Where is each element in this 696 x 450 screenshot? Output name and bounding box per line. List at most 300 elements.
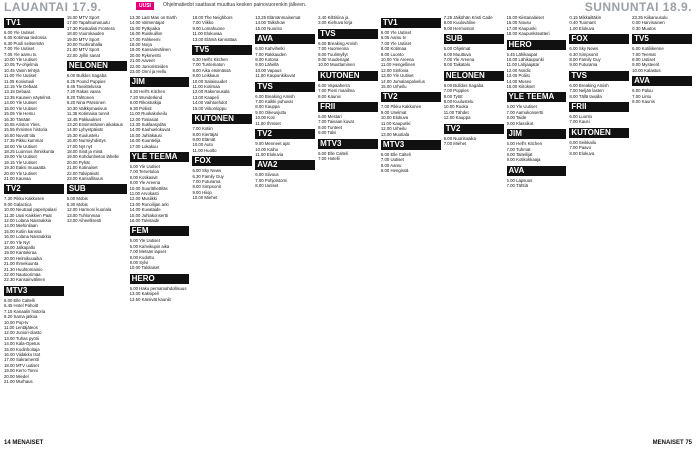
programme-item: 16.00 Nousu <box>506 20 531 26</box>
programme-item: 9.20 Sama jatkoa <box>4 314 38 320</box>
programme-item: 20.00 Yle Uutiset <box>4 170 37 176</box>
programme-item: 7.00 Miehet <box>443 141 467 147</box>
programme-item: 12.00 Urheilu <box>380 126 407 132</box>
channel-header: TV1 <box>381 18 441 28</box>
programme-item: 14.00 Museo <box>506 78 532 84</box>
programme-item: 7.20 Rakas vaara <box>66 89 101 95</box>
programme-item: 6.00 Kahvihetki <box>255 46 285 52</box>
promo-note: Ohjelmatiedot saattavat muuttua kesken painovuorenkin jälkeen. <box>163 2 307 8</box>
programme-item: 15.55 Ihmisten historia <box>4 127 48 133</box>
programme-item: 10.00 Koti <box>255 115 275 121</box>
programme-item: 22.00 Nautoorimaa <box>4 272 41 278</box>
programme-item: 15.00 Kotiin kanssa <box>4 228 42 234</box>
programme-item: 7.00 Taivaan kuvat <box>318 119 354 125</box>
programme-item: 13.00 Tuhas pyörii <box>4 335 40 341</box>
programme-item: 13.15 Debaat. <box>4 89 31 95</box>
programme-item: 10.00 Yle Areena <box>380 57 414 63</box>
programme-item: 17.00 Sakramentti <box>4 357 39 363</box>
programme-item: 7.00 Tervetuloa <box>129 169 159 175</box>
programme-item: 7.00 Teemat <box>632 51 656 57</box>
programme-item: 6.00 Vapaaherra <box>318 82 350 88</box>
right-day-title: SUNNUNTAI 18.9. <box>584 0 692 14</box>
programme-item: 15.30 Kuulustelu <box>66 132 99 138</box>
channel-header: JIM <box>130 77 190 87</box>
listing-column <box>444 15 504 435</box>
programme-item: 7.00 Pikku Kakkonen <box>380 104 422 110</box>
programme-item: 9.30 Poliisit <box>129 105 152 111</box>
programme-item: 21.00 Kotinaiset <box>66 165 98 171</box>
programme-item: 10.05 Tv-ohjelmia <box>4 62 39 68</box>
programme-item: 7.15 Kanaalin historia <box>4 308 46 314</box>
programme-item: 21.00 MTV Sport <box>66 47 100 53</box>
programme-item: 18.00 Yle Uutiset <box>4 143 37 149</box>
programme-item: 8.00 Tuulimyllyt <box>318 51 348 57</box>
programme-item: 7.20 Wunderkind <box>129 94 163 100</box>
programme-item: 20.00 Pyhät <box>66 159 90 165</box>
channel-header: SUB <box>444 34 504 44</box>
programme-item: 8.00 Simpsonit <box>192 184 221 190</box>
programme-item: 16.55 Ariston Yleis. <box>4 121 41 127</box>
programme-item: 7.00 Kausi <box>569 119 590 125</box>
programme-item: 6.05 Kotimaa tiedossa <box>4 35 47 41</box>
programme-item: 13.00 Elämä kannattaa <box>192 36 237 42</box>
programme-item: 19.00 Yle Uutiset <box>4 154 37 160</box>
channel-header: JIM <box>507 129 567 139</box>
programme-item: 9.00 Sylvi <box>129 260 149 266</box>
programme-item: 8.00 Kuuloväline <box>443 20 476 26</box>
programme-item: 12.00 Lolana Naisnakkia <box>4 218 52 223</box>
programme-item: 6.00 Yle Uutiset <box>4 30 35 35</box>
programme-item: 9.00 Unelmat <box>380 109 407 115</box>
programme-item: 20.00 Miedel <box>4 373 29 379</box>
programme-item: 13.35 Kaunein näytelmä <box>4 94 51 100</box>
programme-item: 12.00 Kauppa <box>443 115 471 121</box>
programme-item: 7.00 Tähtiä <box>506 183 528 189</box>
programme-item: 7.00 Huomenna <box>318 46 349 52</box>
programme-item: 19.15 Yle Uutiset <box>4 159 37 165</box>
programme-item: 13.00 Kaksipeli <box>129 291 159 297</box>
channel-header: TV5 <box>192 45 252 55</box>
channel-header: SUB <box>67 184 127 194</box>
programme-item: 17.00 Kaupunki <box>506 25 537 31</box>
programme-item: 8.00 Family Guy <box>569 57 601 63</box>
programme-item: 7.00 Metsän lapset <box>129 249 166 255</box>
programme-item: 11.00 Ruokakokeilu <box>129 111 168 117</box>
programme-item: 11.00 Arvokasti <box>129 190 159 196</box>
programme-item: 6.30 Family Guy <box>192 173 224 179</box>
programme-item: 11.00 Lahjaajatar <box>506 62 540 68</box>
programme-item: 10.00 Kalastus <box>632 67 661 73</box>
programme-item: 19.00 MTV Sport <box>66 36 100 42</box>
programme-item: 15.00 Nuoriso <box>255 25 283 31</box>
programme-item: 21.30 Huuhtomainio <box>4 266 43 272</box>
programme-item: 9.00 Galactica <box>4 201 32 207</box>
programme-item: 19.00 Kantokiraa <box>4 250 37 256</box>
programme-item: 14.00 Kala-Opetus <box>4 341 40 347</box>
programme-item: 9.00 Oikeusjuttu <box>255 109 287 115</box>
listing-column <box>255 15 315 435</box>
programme-item: 13.30 Last Man on Earth <box>129 15 177 20</box>
programme-item: 10.00 Miehet <box>192 195 218 201</box>
programme-item: 15.00 Yle Uutiset <box>4 105 37 111</box>
programme-item: 14.00 Kauhuelokuvat <box>129 127 171 133</box>
programme-item: 23.00 Onni ja Hellu <box>129 69 167 75</box>
programme-item: 18.00 The Neighbors <box>192 15 233 20</box>
channel-header: AVA2 <box>255 160 315 170</box>
programme-item: 6.00 Nuorisoaika <box>443 135 476 141</box>
footer-right: MENAISET 75 <box>652 440 692 446</box>
programme-item: 9.00 Hiiop <box>192 189 212 195</box>
programme-item: 0.40 Tuomarit <box>569 20 596 26</box>
programme-item: 6.25 Pound Puppies <box>66 78 106 84</box>
programme-item: 7.00 Kotiin <box>192 126 213 132</box>
programme-item: 11.00 Kaupunkikuvat <box>255 73 296 79</box>
programme-item: 6.00 Lapsuus <box>506 177 533 183</box>
programme-item: 7.00 Uutiset <box>380 157 404 163</box>
programme-item: 2.40 Kilttiriina ja <box>318 15 349 20</box>
listing-column <box>130 15 190 435</box>
channel-header: NELONEN <box>67 61 127 71</box>
programme-item: 6.45 Hotel Pahoitt <box>4 303 39 309</box>
programme-item: 9.00 Luonto <box>380 51 404 57</box>
programme-item: 13.00 Poliisi <box>506 73 530 79</box>
programme-item: 6.00 Paluu <box>632 88 653 94</box>
listing-column <box>4 15 64 435</box>
programme-item: 5.00 Mobis <box>66 196 88 202</box>
channel-header: AVA <box>507 166 567 176</box>
programme-item: 23.35 Kiikaruusulu <box>632 15 668 20</box>
programme-item: 10.00 Suurlähettiläs <box>129 185 168 191</box>
channel-header: KUTONEN <box>318 71 378 81</box>
programme-item: 15.00 Kiistanalaiset <box>506 15 544 20</box>
programme-item: 17.00 Nyt nyt <box>66 143 93 149</box>
programme-item: 14.00 Valmentajat <box>129 20 164 26</box>
programme-item: 13.25 Elämänmaisemat <box>255 15 301 20</box>
programme-item: 0.00 Harvinainen <box>632 20 665 26</box>
programme-item: 21.00 Aaveet <box>129 58 155 64</box>
channel-header: TV2 <box>4 184 64 194</box>
programme-item: 10.00 Neutraal paperipalasi <box>4 207 57 213</box>
programme-item: 8.00 Taiteilijat <box>506 151 533 157</box>
programme-item: 17.00 Yle Nyt <box>4 239 30 245</box>
programme-item: 5.30 Mobis <box>66 201 88 207</box>
programme-item: 11.35 Kotimaisa tunnit <box>66 111 110 117</box>
programme-item: 8.00 Kiertäjät <box>192 131 218 137</box>
programme-item: 9.00 Mysteerit <box>632 62 660 68</box>
programme-item: 8.00 Taide <box>506 115 527 121</box>
programme-item: 10.00 Elokuva <box>380 115 409 121</box>
programme-item: 5.45 Lähikaupat <box>506 51 538 57</box>
listing-column <box>569 15 629 435</box>
programme-item: 6.00 Bulldos Sagaba <box>66 73 107 79</box>
programme-item: 6.45 Tavoittelussa <box>66 84 102 90</box>
programme-item: 6.00 Sky News <box>569 46 599 52</box>
programme-item: 10.00 Ruoka <box>443 104 469 110</box>
programme-item: 8.00 Uutiset <box>255 183 279 189</box>
programme-item: 15.05 Yle Hemu <box>4 111 35 117</box>
programme-item: 21.00 Ihmekuunta <box>4 261 39 267</box>
programme-item: 19.00 Kerro Tonni <box>4 368 38 374</box>
programme-item: 9.00 Talvi <box>318 130 337 136</box>
programme-item: 6.30 Hell's Kitchen <box>129 89 166 95</box>
programme-item: 3.00 Kiehuva kirja <box>318 20 353 26</box>
channel-header: TV2 <box>255 129 315 139</box>
programme-item: 7.00 Aamukonsertti <box>506 109 544 115</box>
channel-header: MTV3 <box>4 286 64 296</box>
listing-column <box>632 15 692 435</box>
channel-header: MTV3 <box>318 139 378 149</box>
channel-header: HERO <box>130 274 190 284</box>
programme-item: 7.00 Tuntematon <box>192 62 225 68</box>
programme-item: 13.00 Aiheellisesti <box>66 218 102 223</box>
programme-item: 7.00 Viikko <box>192 20 214 26</box>
programme-item: 11.00 Yle Uutiset <box>4 73 37 79</box>
programme-item: 11.00 Ihmiset <box>255 120 281 126</box>
programme-item: 16.00 Talvitaide <box>129 218 160 223</box>
left-day-header <box>4 0 101 14</box>
listing-column <box>67 15 127 435</box>
footer-left: 14 MENAISET <box>4 440 44 446</box>
programme-item: 0.15 Mikkailtäkin <box>569 15 602 20</box>
programme-item: 10.00 Auto <box>192 142 214 148</box>
programme-item: 8.00 Tunteet <box>318 124 342 130</box>
programme-item: 12.00 Sinfonia <box>380 67 409 73</box>
programme-item: 9.00 Elämät <box>192 136 216 142</box>
programme-item: 11.00 Tähdet <box>443 109 469 115</box>
programme-item: 9.20 Nina Pärssinen <box>66 100 106 106</box>
programme-item: 18.00 Jalkapallo <box>4 245 36 251</box>
programme-item: 7.00 Yle Uutiset <box>380 40 412 46</box>
programme-item: 10.00 Yle Uutiset <box>4 57 37 63</box>
programme-item: 17.35 Pikku kummat <box>4 138 43 144</box>
programme-item: 7.00 Kaikki puhuvat <box>255 99 293 105</box>
programme-item: 6.00 Elle Calteli <box>318 150 348 156</box>
programme-item: 20.00 Helmikuuaika <box>4 255 42 261</box>
programme-item: 13.30 Suklaasydän <box>129 121 167 127</box>
programme-item: 7.00 Lintu <box>632 93 652 99</box>
programme-item: 12.15 Yle Debaat. <box>4 84 39 90</box>
programme-item: 11.30 Uusi Kaikkien Paat <box>4 212 52 218</box>
programme-item: 16.00 Nurmiyhdistys <box>66 138 106 144</box>
programme-item: 8.00 Tytöt <box>443 93 463 99</box>
channel-header: TV2 <box>381 92 441 102</box>
programme-item: 14.00 Kuvataide <box>129 207 161 213</box>
programme-item: 9.00 Futurama <box>569 62 598 68</box>
programme-item: 15.00 Kodinhoitaja <box>4 346 40 352</box>
programme-item: 6.00 Kahvikupin aika <box>129 243 170 249</box>
programme-item: 0.30 Muutos <box>632 25 656 31</box>
channel-header: TV5 <box>632 34 692 44</box>
programme-item: 13.00 Yle Uutiset <box>380 73 414 79</box>
programme-item: 9.00 Leikkaus <box>192 73 219 79</box>
programme-item: 9.00 Hermoston <box>443 25 475 31</box>
programme-item: 8.00 Uutiset <box>632 57 656 63</box>
programme-item: 14.00 Jumalanpalvelus <box>380 78 425 84</box>
programme-item: 8.00 Kaunis <box>632 99 655 105</box>
programme-item: 18.00 Sinä ja minä <box>66 148 103 154</box>
programme-item: 7.00 Rakkauden <box>255 51 287 57</box>
programme-item: 15.00 Viikonloppu <box>192 105 227 111</box>
programme-item: 11.00 Lentäjäteos <box>4 324 38 330</box>
programme-item: 12.00 Rakennusala <box>192 89 230 95</box>
programme-item: 10.00 Pop-tv <box>4 319 29 325</box>
programme-item: 7.00 Neljän lasten <box>569 88 604 94</box>
channel-header: YLE TEEMA <box>130 152 190 162</box>
programme-item: 7.00 Pieni maailma <box>318 88 355 94</box>
programme-item: 10.00 Lähikaupunki <box>506 57 544 63</box>
programme-item: 14.00 Lyhyetpäivät <box>66 127 103 133</box>
programme-item: 20.00 Rykmentti <box>129 52 161 58</box>
programme-item: 15.00 Urheilu <box>380 84 407 90</box>
left-day-title: LAUANTAI 17.9. <box>4 0 102 14</box>
programme-item: 18.25 Luonnos ihmiskunta <box>4 148 55 154</box>
programme-item: 8.00 Aika etsimässä <box>192 67 231 73</box>
programme-item: 8.20 Tahtonen <box>66 94 94 100</box>
programme-item: 13.20 Ensimmäinen aikakaus <box>66 121 123 127</box>
channel-header: TVS <box>255 82 315 92</box>
programme-item: 16.00 Ruiskuillon <box>129 31 163 37</box>
programme-item: 6.00 Breaking Amish <box>255 93 295 99</box>
programme-item: 18.00 Norja <box>129 42 152 48</box>
programme-item: 6.00 Sky News <box>192 168 222 174</box>
channel-header: AVA <box>255 34 315 44</box>
programme-item: 8.00 Kotimaa <box>380 46 407 52</box>
programme-item: 20.00 Tuohirahalla <box>66 42 103 48</box>
programme-item: 18.00 Kaupunkiteatteri <box>506 31 550 37</box>
programme-item: 22.00 Talvipäivät <box>66 170 99 176</box>
channel-header: FOX <box>192 156 252 166</box>
programme-item: 5.00 Yle Uutiset <box>129 238 160 244</box>
programme-item: 16.30 Tänään <box>4 116 31 122</box>
programme-item: 10.00 Kaiho <box>255 146 279 152</box>
channel-header: FRII <box>569 102 629 112</box>
programme-item: 1.00 Elokuva <box>569 25 595 31</box>
programme-item: 9.00 Hengissä <box>380 168 409 174</box>
programme-item: 22.00 Junioristeiden <box>129 63 169 69</box>
programme-item: 6.30 Puoli seitsemän <box>4 40 44 46</box>
programme-item: 10.00 Salaisuudet <box>192 78 227 84</box>
programme-item: 9.00 Yle Areena <box>129 180 161 186</box>
programme-item: 8.00 Tällä tavalla <box>569 93 602 99</box>
programme-item: 6.00 Bulldos Sagaba <box>443 82 484 88</box>
programme-item: 6.00 Hell's Kitchen <box>506 141 542 147</box>
programme-item: 6.30 Hell's Kitchen <box>192 57 228 63</box>
programme-item: 6.00 Kotiliikenne <box>632 46 664 52</box>
channel-header: TVS <box>569 71 629 81</box>
programme-item: 21.00 Murhaus <box>4 378 33 384</box>
programme-item: 15.00 MTV Sport <box>66 15 100 20</box>
channel-header: FRII <box>318 102 378 112</box>
programme-item: 19.00 Kansainvälinen <box>129 47 171 53</box>
programme-item: 6.00 Siivous <box>255 172 279 178</box>
programme-item: 6.00 Breaking Amish <box>318 40 358 46</box>
listing-column <box>381 15 441 435</box>
programme-item: 16.00 Viidakko Isot <box>4 351 41 357</box>
programme-item: 6.00 Yle Uutiset <box>129 163 160 169</box>
programme-item: 8.00 Kotikasvit <box>129 174 158 180</box>
programme-item: 13.00 Tuhlonmaa <box>66 212 101 218</box>
programme-item: 7.25 Jäiköhän Kristi Cade <box>443 15 493 20</box>
programme-item: 9.00 Menneet ajat <box>255 141 290 147</box>
listing-column <box>192 15 252 435</box>
programme-item: 7.30 Pikku Kakkosen <box>4 196 45 202</box>
programme-item: 6.00 Elle Caltelli <box>4 297 35 303</box>
channel-header: HERO <box>507 40 567 50</box>
programme-item: 7.00 Paavo <box>569 145 592 151</box>
programme-item: 22.00 Jyllin sanat <box>66 52 101 58</box>
channel-header: KUTONEN <box>569 128 629 138</box>
programme-item: 8.00 Aamu <box>380 162 402 168</box>
programme-item: 12.00 Nordic <box>506 67 531 73</box>
programme-item: 6.00 Luonto <box>569 114 593 120</box>
programme-item: 7.05 Yle aamu tv. <box>4 51 38 57</box>
programme-item: 9.00 Lähellä <box>255 62 279 68</box>
programme-item: 6.00 Breaking Amish <box>569 82 609 88</box>
programme-item: 15.00 Kiitokset <box>506 84 535 90</box>
programme-item: 22.30 Kansainvälinen <box>4 277 46 283</box>
programme-item: 9.00 Klassikot <box>506 120 534 126</box>
programme-item: 17.30 Roskalisti Frontera <box>66 25 115 31</box>
programme-item: 6.05 Aamu tv <box>380 35 406 41</box>
channel-header: YLE TEEMA <box>507 92 567 102</box>
programme-item: 23.00 Kansallisuus <box>66 175 103 181</box>
channel-header: KUTONEN <box>192 114 252 124</box>
programme-item: 5.00 Ohjelmat <box>443 46 471 52</box>
programme-item: 11.00 Huolto <box>192 147 217 153</box>
programme-item: 12.45 Pakkaukset <box>66 116 101 122</box>
programme-item: 10.45 Vainn tehtyä <box>4 67 40 73</box>
programme-item: 15.00 Juhlakonsertti <box>129 212 169 218</box>
programme-item: 7.00 Hotelli <box>318 156 340 162</box>
programme-item: 8.00 Elokuva <box>569 150 595 156</box>
programme-item: 10.30 Valkkymasivun <box>66 105 108 111</box>
channel-header: AVA <box>632 76 692 86</box>
programme-item: 6.00 Yle Uutiset <box>506 104 537 110</box>
programme-item: 12.00 Tosiasiat <box>129 116 159 122</box>
programme-item: 13.00 Kaapeli <box>192 94 219 100</box>
programme-item: 9.00 Lomahuone <box>192 25 225 31</box>
programme-item: 14.00 Talkshow <box>255 20 285 26</box>
programme-item: 10.00 Talolaiset <box>129 265 160 271</box>
programme-item: 7.00 Puppies <box>443 88 469 94</box>
programme-item: 14.00 Yle Uutiset <box>4 100 37 106</box>
programme-item: 19.30 Eaksi muuaatta <box>4 165 46 171</box>
programme-item: 10.00 Muuttaminen <box>318 62 355 68</box>
programme-item: 15.00 Pytkyaika <box>129 25 160 31</box>
programme-item: 17.00 Fahkeemi <box>129 36 161 42</box>
programme-item: 8.00 Kauppa <box>255 104 280 110</box>
programme-item: 9.00 Vuodenajat <box>318 57 350 63</box>
programme-item: 17.00 Lokakuu <box>129 143 158 149</box>
programme-item: 11.00 Hengellinen <box>380 62 416 68</box>
listing-column <box>507 15 567 435</box>
right-day-header <box>585 0 692 14</box>
programme-item: 11.00 Kaupunki <box>380 120 411 126</box>
programme-item: 7.00 Yle Areena <box>443 57 475 63</box>
programme-item: 16.00 Lolana Naisnakkia <box>4 234 52 240</box>
programme-item: 7.00 Yle Uutiset <box>4 46 35 52</box>
programme-item: 13.00 Runoilijan arki <box>129 201 169 207</box>
programme-item: 8.00 Rikostutkija <box>129 100 162 106</box>
channel-header: MTV3 <box>381 140 441 150</box>
new-badge: UUSI <box>136 2 154 10</box>
programme-item: 8.00 Kudottu <box>129 254 154 260</box>
programme-item: 9.00 Kotikokkaaja <box>506 157 541 163</box>
programme-item: 8.00 Kaunis <box>318 93 341 99</box>
programme-item: 18.00 MTV uutiset <box>4 362 39 368</box>
programme-item: 17.00 Tapahtumaruutu <box>66 20 110 26</box>
programme-item: 6.00 Yle Uutiset <box>380 30 412 35</box>
